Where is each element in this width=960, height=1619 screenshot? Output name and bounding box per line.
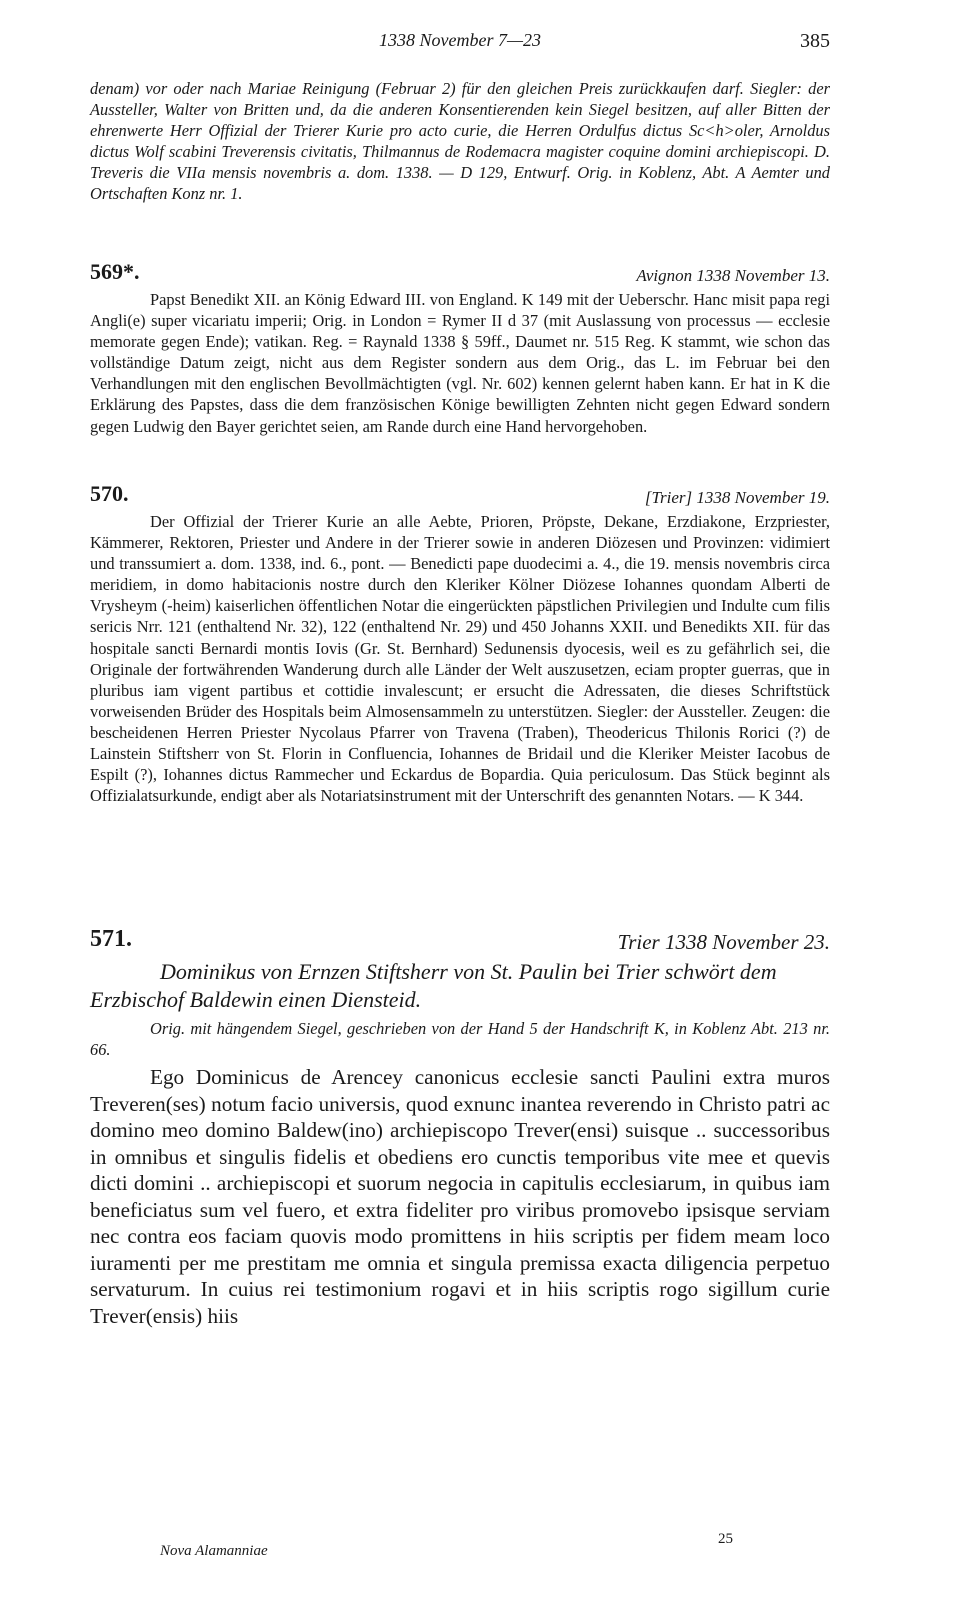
previous-entry-continuation [90,78,830,205]
entry-heading [90,259,830,289]
entry-heading [90,926,830,958]
page-footer [160,1531,760,1577]
entry-regest: Dominikus von Ernzen Stiftsherr von St. Paulin bei Trier schwört dem Erzbischof Baldewin einen Diensteid. [90,959,777,1012]
entry-569 [90,259,830,437]
entry-date: [Trier] 1338 November 19. [644,488,830,507]
entry-number: 570. [90,481,129,506]
previous-entry-text: denam) vor oder nach Mariae Reinigung (Februar 2) für den gleichen Preis zurückkaufen darf. Siegler: der Aussteller, Walter von Britten und, da die anderen Konsentierenden kein Siegel besitzen, auf aller Bitten der ehrenwerte Herr Offizial der Trierer Kurie pro acto curie, die Herren Ordulfus dictus Sc<h>oler, Arnoldus dictus Wolf scabini Treverensis civitatis, Thilmannus de Rodemacra magister coquine domini archiepiscopi. D. Treveris die VIIa mensis novembris a. dom. 1338. — D 129, Entwurf. Orig. in Koblenz, Abt. A Aemter und Ortschaften Konz nr. 1. [90,79,830,204]
running-head: 1338 November 7—23 [379,30,541,50]
page-header [90,30,830,56]
entry-number: 569*. [90,259,140,284]
entry-date: Trier 1338 November 23. [617,930,830,954]
signature-mark: Nova Alamanniae [160,1543,268,1559]
entry-570 [90,481,830,806]
entry-number: 571. [90,926,132,952]
entry-text: Der Offizial der Trierer Kurie an alle Aebte, Prioren, Pröpste, Dekane, Erzdiakone, Erzpriester, Kämmerer, Rektoren, Priester und Andere in der Trierer sowie in anderen Diözesen und Provinzen: vidimiert und transsumiert a. dom. 1338, ind. 6., pont. — Benedicti pape duodecimi a. 4., die 19. mensis novembris circa meridiem, in domo habitacionis nostre durch den Kleriker Kölner Diözese Iohannes quondam Alberti de Vrysheym (-heim) kaiserlichen öffentlichen Notar die eingerückten päpstlichen Privilegien und Indulte cum filis sericis Nrr. 121 (enthaltend Nr. 32), 122 (enthaltend Nr. 29) und 450 Johanns XXII. und Benedikts XII. für das hospitale sancti Bernardi montis Iovis (Gr. St. Bernhard) Sedunensis dyocesis, weil es zu gefährlich sei, die Originale der fortwährenden Wanderung durch alle Länder der Welt auszusetzen, eciam propter guerras, que in pluribus iam vigent partibus et cottidie invalescunt; er ersucht die Adressaten, die dieses Schriftstück vorweisenden Brüder des Hospitals beim Almosensammeln zu unterstützen. Siegler: der Aussteller. Zeugen: die bescheidenen Herren Priester Nycolaus Pfarrer von Travena (Traben), Theodericus Thilonis Rorici (?) de Lainstein Stiftsherr von St. Florin in Confluencia, Iohannes de Bridail und die Kleriker Meister Iacobus de Espilt (?), Iohannes dictus Rammecher und Eckardus de Bopardia. Quia periculosum. Das Stück beginnt als Offizialatsurkunde, endigt aber als Notariatsinstrument mit der Unterschrift des genannten Notars. — K 344. [90,512,830,806]
document-text: Ego Dominicus de Arencey canonicus ecclesie sancti Paulini extra muros Treveren(ses) notum facio universis, quod exnunc inantea reverendo in Christo patri ac domino meo domino Baldew(ino) archiepiscopo Trever(ensi) suisque .. successoribus in omnibus et singulis fidelis et obediens ero cunctis temporibus vite mee et quevis dicti domini .. archiepiscopi et suorum negocia in capitulis ecclesiarum, in quibus iam beneficiatus sum vel fuero, et extra fideliter pro viribus promovebo ipsisque serviam nec contra eos faciam quovis modo promittens in hiis scriptis per fidem meam loco iuramenti per me prestitam me omnia et singula premissa exacta diligencia perpetuo servaturum. In cuius rei testimonium rogavi et in hiis scriptis rogo sigillum curie Trever(ensis) hiis [90,1065,830,1328]
entry-source: Orig. mit hängendem Siegel, geschrieben von der Hand 5 der Handschrift K, in Koblenz Abt. 213 nr. 66. [90,1019,830,1060]
entry-571 [90,926,830,1329]
page-number: 385 [800,30,830,52]
entry-text: Papst Benedikt XII. an König Edward III. von England. K 149 mit der Ueberschr. Hanc misit papa regi Angli(e) super vicariatu imperii; Orig. in London = Rymer II d 37 (mit Auslassung von processus — ecclesie memorate gegen Ende); vatikan. Reg. = Raynald 1338 § 59ff., Daumet nr. 515 Reg. K stammt, wie schon das vollständige Datum zeigt, nicht aus dem Register sondern aus dem Orig., das L. im Februar bei den Verhandlungen mit den englischen Bevollmächtigten (vgl. Nr. 602) kennen gelernt haben kann. Er hat in K die Erklärung des Papstes, dass die dem französischen Könige bewilligten Zehnten nicht gegen Edward sondern gegen Ludwig den Bayer gerichtet seien, am Rande durch eine Hand hervorgehoben. [90,290,830,436]
entry-date: Avignon 1338 November 13. [636,266,830,285]
sheet-number: 25 [718,1531,733,1547]
entry-heading [90,481,830,511]
